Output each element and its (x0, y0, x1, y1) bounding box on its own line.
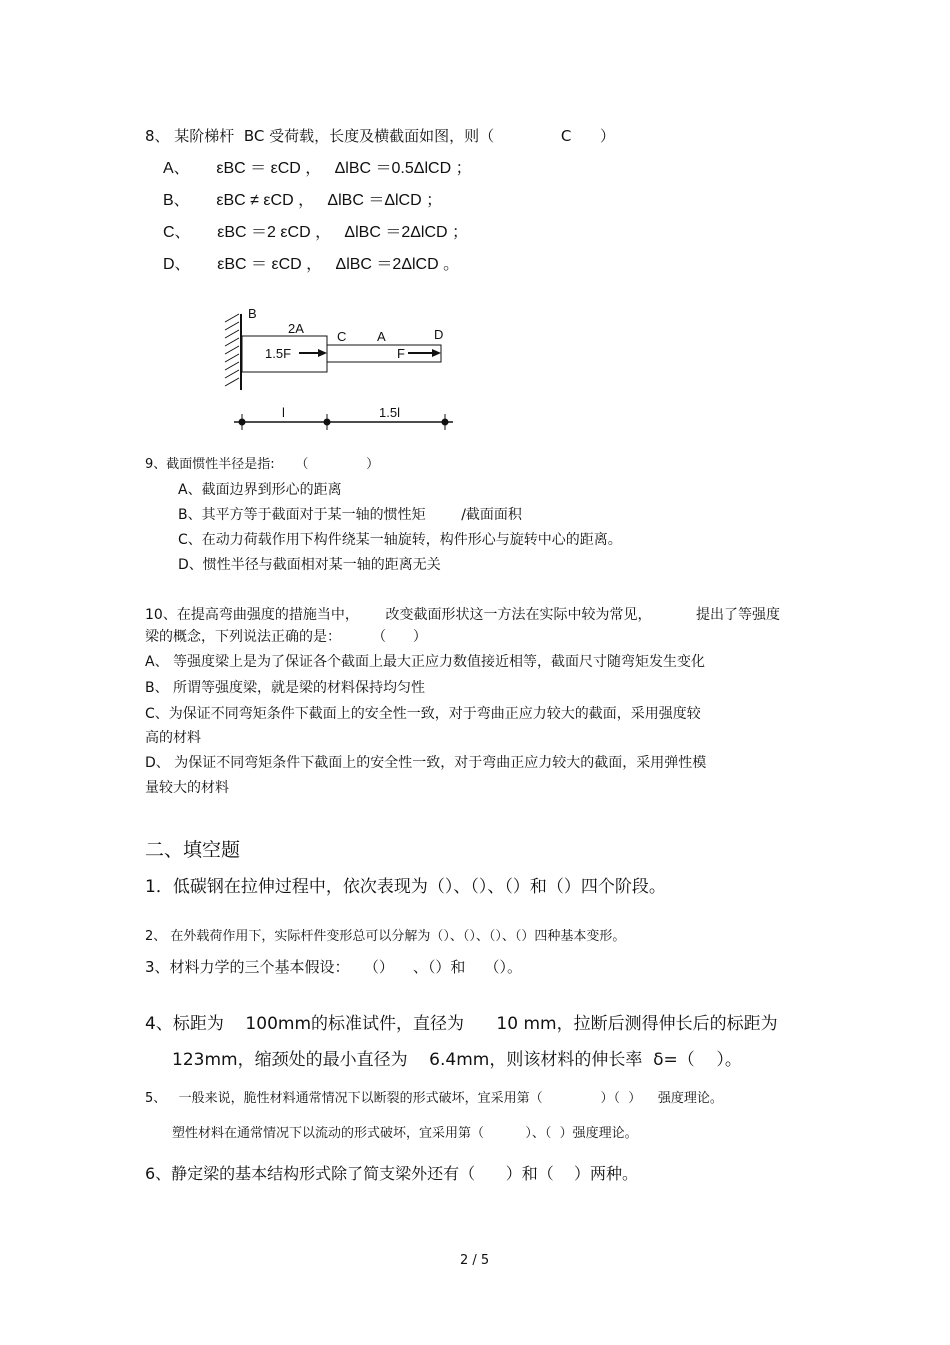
q9-option-d: D、惯性半径与截面相对某一轴的距离无关 (178, 557, 441, 573)
q9-option-c: C、在动力荷载作用下构件绕某一轴旋转，构件形心与旋转中心的距离。 (178, 532, 622, 548)
label-b: B (248, 306, 257, 321)
fill-question-4-line1: 4、标距为 100mm的标准试件，直径为 10 mm，拉断后测得伸长后的标距为 (145, 1014, 778, 1034)
fill-question-3: 3、材料力学的三个基本假设： （） 、（）和 （）。 (145, 958, 522, 976)
label-1-5f: 1.5F (265, 346, 292, 361)
q8-option-a: A、 εBC ＝ εCD ， ΔlBC ＝0.5ΔlCD ； (163, 160, 472, 177)
label-a: A (377, 329, 386, 344)
q10-stem-line2: 梁的概念，下列说法正确的是： （ ） (145, 629, 427, 645)
q10-option-c-line1: C、为保证不同弯矩条件下截面上的安全性一致，对于弯曲正应力较大的截面，采用强度较 (145, 706, 701, 722)
q10-stem-line1: 10、在提高弯曲强度的措施当中， 改变截面形状这一方法在实际中较为常见， 提出了等强度 (145, 607, 781, 623)
stepped-bar-figure (215, 300, 465, 440)
label-c: C (337, 329, 347, 344)
q9-stem: 9、截面惯性半径是指: （ ） (145, 457, 380, 472)
label-l: l (282, 405, 285, 420)
fill-question-5-line1: 5、 一般来说，脆性材料通常情况下以断裂的形式破坏，宜采用第（ ）（ ） 强度理论。 (145, 1091, 723, 1106)
q10-option-b: B、 所谓等强度梁，就是梁的材料保持均匀性 (145, 680, 426, 696)
label-f: F (397, 346, 405, 361)
q10-option-d-line1: D、 为保证不同弯矩条件下截面上的安全性一致，对于弯曲正应力较大的截面，采用弹性模 (145, 755, 707, 771)
fill-question-5-line2: 塑性材料在通常情况下以流动的形式破坏，宜采用第（ ）、（ ）强度理论。 (172, 1126, 638, 1141)
label-d: D (434, 327, 444, 342)
section-title: 二、填空题 (145, 839, 241, 861)
q10-option-c-line2: 高的材料 (145, 730, 201, 746)
q8-option-c: C、 εBC ＝2 εCD ， ΔlBC ＝2ΔlCD ； (163, 224, 469, 241)
fixed-wall (225, 314, 241, 390)
fill-question-6: 6、静定梁的基本结构形式除了简支梁外还有（ ）和（ ）两种。 (145, 1164, 639, 1183)
force-arrowhead-f (432, 349, 441, 357)
fill-question-4-line2: 123mm，缩颈处的最小直径为 6.4mm，则该材料的伸长率 δ=（ ）。 (172, 1050, 742, 1070)
q8-stem: 8、 某阶梯杆 BC 受荷载，长度及横截面如图，则（ C ） (145, 127, 615, 145)
q10-option-d-line2: 量较大的材料 (145, 780, 229, 796)
q8-option-d: D、 εBC ＝ εCD ， ΔlBC ＝2ΔlCD 。 (163, 256, 460, 273)
label-1-5l: 1.5l (379, 405, 400, 420)
q8-option-b: B、 εBC ≠ εCD ， ΔlBC ＝ΔlCD ； (163, 192, 443, 209)
q9-option-a: A、截面边界到形心的距离 (178, 482, 342, 498)
fill-question-1: 1．低碳钢在拉伸过程中，依次表现为（）、（）、（）和（）四个阶段。 (145, 877, 666, 897)
q10-option-a: A、 等强度梁上是为了保证各个截面上最大正应力数值接近相等，截面尺寸随弯矩发生变化 (145, 654, 706, 670)
label-2a: 2A (288, 321, 304, 336)
q9-option-b: B、其平方等于截面对于某一轴的惯性矩 /截面面积 (178, 507, 522, 523)
page-number: 2 / 5 (460, 1253, 490, 1268)
force-arrowhead-15f (318, 349, 327, 357)
fill-question-2: 2、 在外载荷作用下，实际杆件变形总可以分解为（）、（）、（）、（）四种基本变形。 (145, 929, 626, 944)
